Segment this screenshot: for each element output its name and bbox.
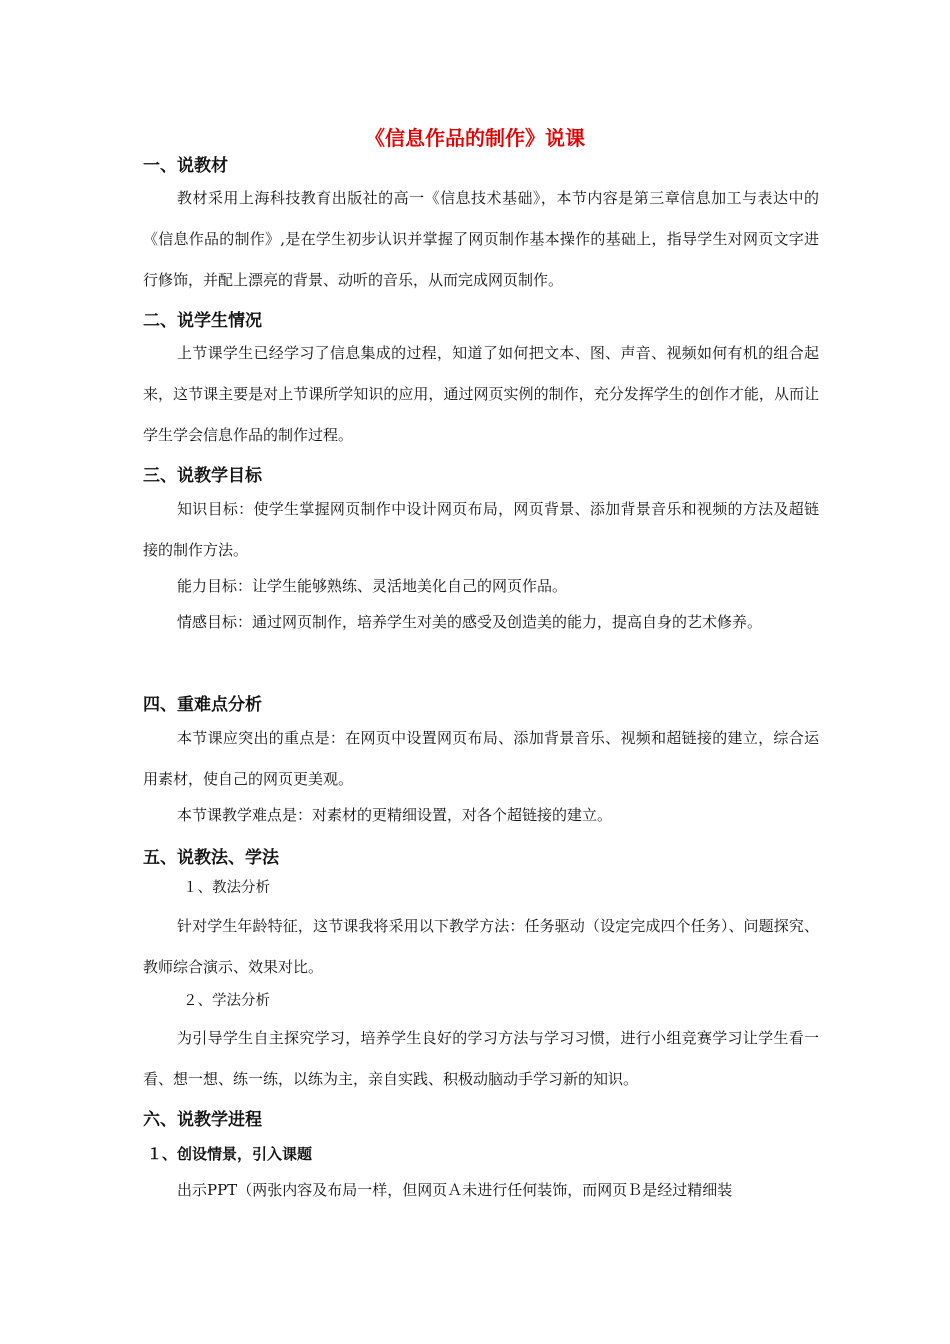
subheading-create-scenario: １、创设情景，引入课题 bbox=[147, 1145, 313, 1163]
paragraph-learning-method: 为引导学生自主探究学习，培养学生良好的学习方法与学习习惯，进行小组竞赛学习让学生看一看、想一想、练一练，以练为主，亲自实践、积极动脑动手学习新的知识。 bbox=[143, 1029, 819, 1088]
paragraph-difficult-points: 本节课教学难点是：对素材的更精细设置，对各个超链接的建立。 bbox=[177, 806, 613, 824]
section-heading-teaching-process: 六、说教学进程 bbox=[143, 1110, 262, 1130]
paragraph-teaching-material: 教材采用上海科技教育出版社的高一《信息技术基础》，本节内容是第三章信息加工与表达中的《信息作品的制作》,是在学生初步认识并掌握了网页制作基本操作的基础上，指导学生对网页文字进行修饰，并配上漂亮的背景、动听的音乐，从而完成网页制作。 bbox=[143, 189, 819, 289]
section-heading-teaching-goals: 三、说教学目标 bbox=[143, 466, 262, 486]
paragraph-ability-goal: 能力目标：让学生能够熟练、灵活地美化自己的网页作品。 bbox=[177, 577, 568, 595]
section-heading-student-situation: 二、说学生情况 bbox=[143, 311, 262, 331]
paragraph-key-points: 本节课应突出的重点是：在网页中设置网页布局、添加背景音乐、视频和超链接的建立，综合运用素材，使自己的网页更美观。 bbox=[143, 729, 819, 788]
paragraph-show-ppt: 出示PPT（两张内容及布局一样，但网页Ａ未进行任何装饰，而网页Ｂ是经过精细装 bbox=[177, 1181, 733, 1199]
section-heading-teaching-material: 一、说教材 bbox=[143, 156, 228, 176]
document-title: 《信息作品的制作》说课 bbox=[365, 126, 585, 150]
section-heading-methods: 五、说教法、学法 bbox=[143, 848, 279, 868]
paragraph-knowledge-goal: 知识目标：使学生掌握网页制作中设计网页布局，网页背景、添加背景音乐和视频的方法及超链接的制作方法。 bbox=[143, 500, 819, 559]
paragraph-emotion-goal: 情感目标：通过网页制作，培养学生对美的感受及创造美的能力，提高自身的艺术修养。 bbox=[177, 613, 763, 631]
subheading-learning-method: ２、学法分析 bbox=[183, 993, 270, 1009]
paragraph-student-situation: 上节课学生已经学习了信息集成的过程，知道了如何把文本、图、声音、视频如何有机的组合起来，这节课主要是对上节课所学知识的应用，通过网页实例的制作，充分发挥学生的创作才能，从而让学生学会信息作品的制作过程。 bbox=[143, 344, 819, 444]
section-heading-key-difficult-points: 四、重难点分析 bbox=[143, 695, 262, 715]
subheading-teaching-method: １、教法分析 bbox=[183, 880, 270, 896]
paragraph-teaching-method: 针对学生年龄特征，这节课我将采用以下教学方法：任务驱动（设定完成四个任务）、问题探究、教师综合演示、效果对比。 bbox=[143, 917, 819, 976]
